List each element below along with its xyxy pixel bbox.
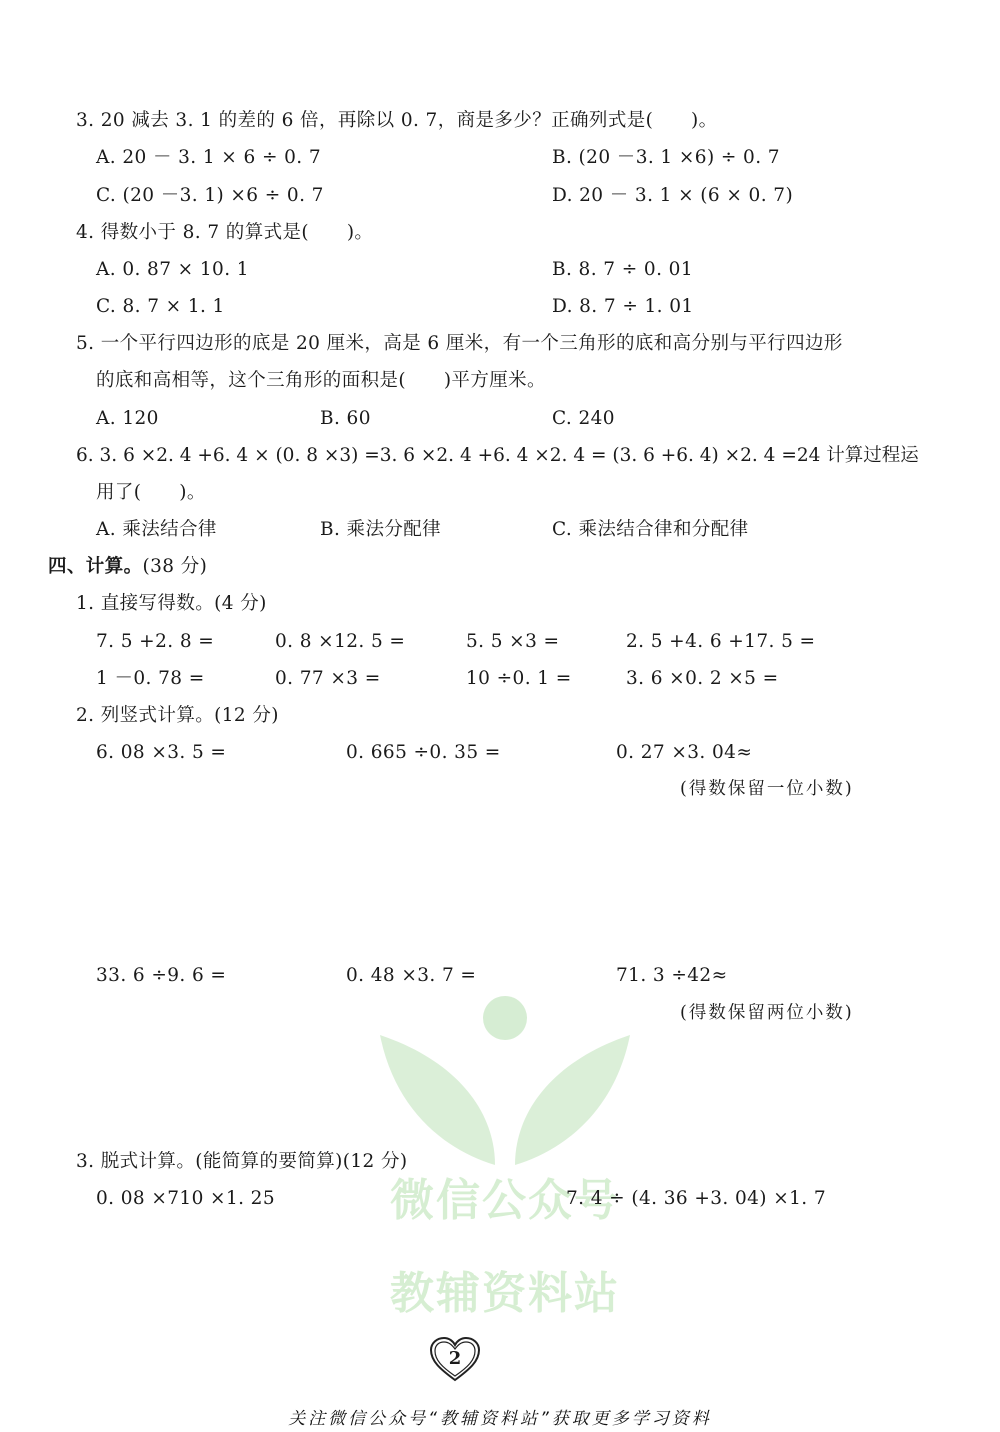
q3-stem: 3. 20 减去 3. 1 的差的 6 倍，再除以 0. 7，商是多少？正确列式是( )。 [76,110,718,131]
watermark-logo-right-leaf [515,1035,630,1165]
page-number-badge [428,1336,482,1384]
part2-hint-1: (得数保留一位小数) [680,779,854,799]
q5-option-b: B. 60 [320,408,371,429]
part3-item: 7. 4 ÷ (4. 36 +3. 04) ×1. 7 [566,1188,827,1209]
section4-title: 四、计算。 [48,556,143,577]
q6-option-b: B. 乘法分配律 [320,519,442,540]
part1-item: 1 －0. 78 = [96,668,205,689]
q5-stem-line2: 的底和高相等，这个三角形的面积是( )平方厘米。 [96,370,546,391]
part1-item: 7. 5 +2. 8 = [96,631,215,652]
watermark-logo-head [483,996,527,1040]
part2-item: 33. 6 ÷9. 6 = [96,965,227,986]
q5-option-a: A. 120 [96,408,159,429]
part1-item: 3. 6 ×0. 2 ×5 = [626,668,779,689]
watermark-line1: 微信公众号 [390,1175,620,1226]
part1-item: 0. 77 ×3 = [275,668,381,689]
q3-option-a: A. 20 － 3. 1 × 6 ÷ 0. 7 [96,147,322,168]
q3-option-b: B. (20 －3. 1 ×6) ÷ 0. 7 [552,147,780,168]
section4-heading [48,555,207,579]
q4-option-c: C. 8. 7 × 1. 1 [96,296,225,317]
part1-item: 0. 8 ×12. 5 = [275,631,406,652]
part1-item: 2. 5 +4. 6 +17. 5 = [626,631,816,652]
part2-item: 71. 3 ÷42≈ [616,965,728,986]
q6-option-c: C. 乘法结合律和分配律 [552,519,749,540]
section4-score: (38 分) [142,556,208,577]
q4-stem: 4. 得数小于 8. 7 的算式是( )。 [76,222,374,243]
q5-stem-line1: 5. 一个平行四边形的底是 20 厘米，高是 6 厘米，有一个三角形的底和高分别与平行四边形 [76,333,843,354]
q4-option-a: A. 0. 87 × 10. 1 [96,259,249,280]
q4-option-d: D. 8. 7 ÷ 1. 01 [552,296,694,317]
part2-item: 0. 665 ÷0. 35 = [346,742,501,763]
part3-title: 3. 脱式计算。(能简算的要简算)(12 分) [76,1151,408,1172]
part2-item: 0. 27 ×3. 04≈ [616,742,753,763]
part2-title: 2. 列竖式计算。(12 分) [76,705,279,726]
page-number: 2 [448,1348,462,1369]
q6-option-a: A. 乘法结合律 [96,519,217,540]
q5-option-c: C. 240 [552,408,615,429]
watermark-logo-left-leaf [380,1035,495,1165]
part3-item: 0. 08 ×710 ×1. 25 [96,1188,276,1209]
q3-option-d: D. 20 － 3. 1 × (6 × 0. 7) [552,185,794,206]
part2-hint-2: (得数保留两位小数) [680,1003,854,1023]
watermark-line2: 教辅资料站 [390,1268,620,1319]
q6-stem-line1: 6. 3. 6 ×2. 4 +6. 4 × (0. 8 ×3) =3. 6 ×2. 4 +6. 4 ×2. 4 = (3. 6 +6. 4) ×2. 4 =24 计算过程运 [76,445,919,466]
part1-title: 1. 直接写得数。(4 分) [76,593,267,614]
part1-item: 5. 5 ×3 = [466,631,560,652]
q4-option-b: B. 8. 7 ÷ 0. 01 [552,259,693,280]
footer-note: 关注微信公众号“教辅资料站”获取更多学习资料 [288,1409,712,1429]
part2-item: 0. 48 ×3. 7 = [346,965,477,986]
q6-stem-line2: 用了( )。 [96,482,206,503]
q3-option-c: C. (20 －3. 1) ×6 ÷ 0. 7 [96,185,324,206]
part2-item: 6. 08 ×3. 5 = [96,742,227,763]
part1-item: 10 ÷0. 1 = [466,668,572,689]
